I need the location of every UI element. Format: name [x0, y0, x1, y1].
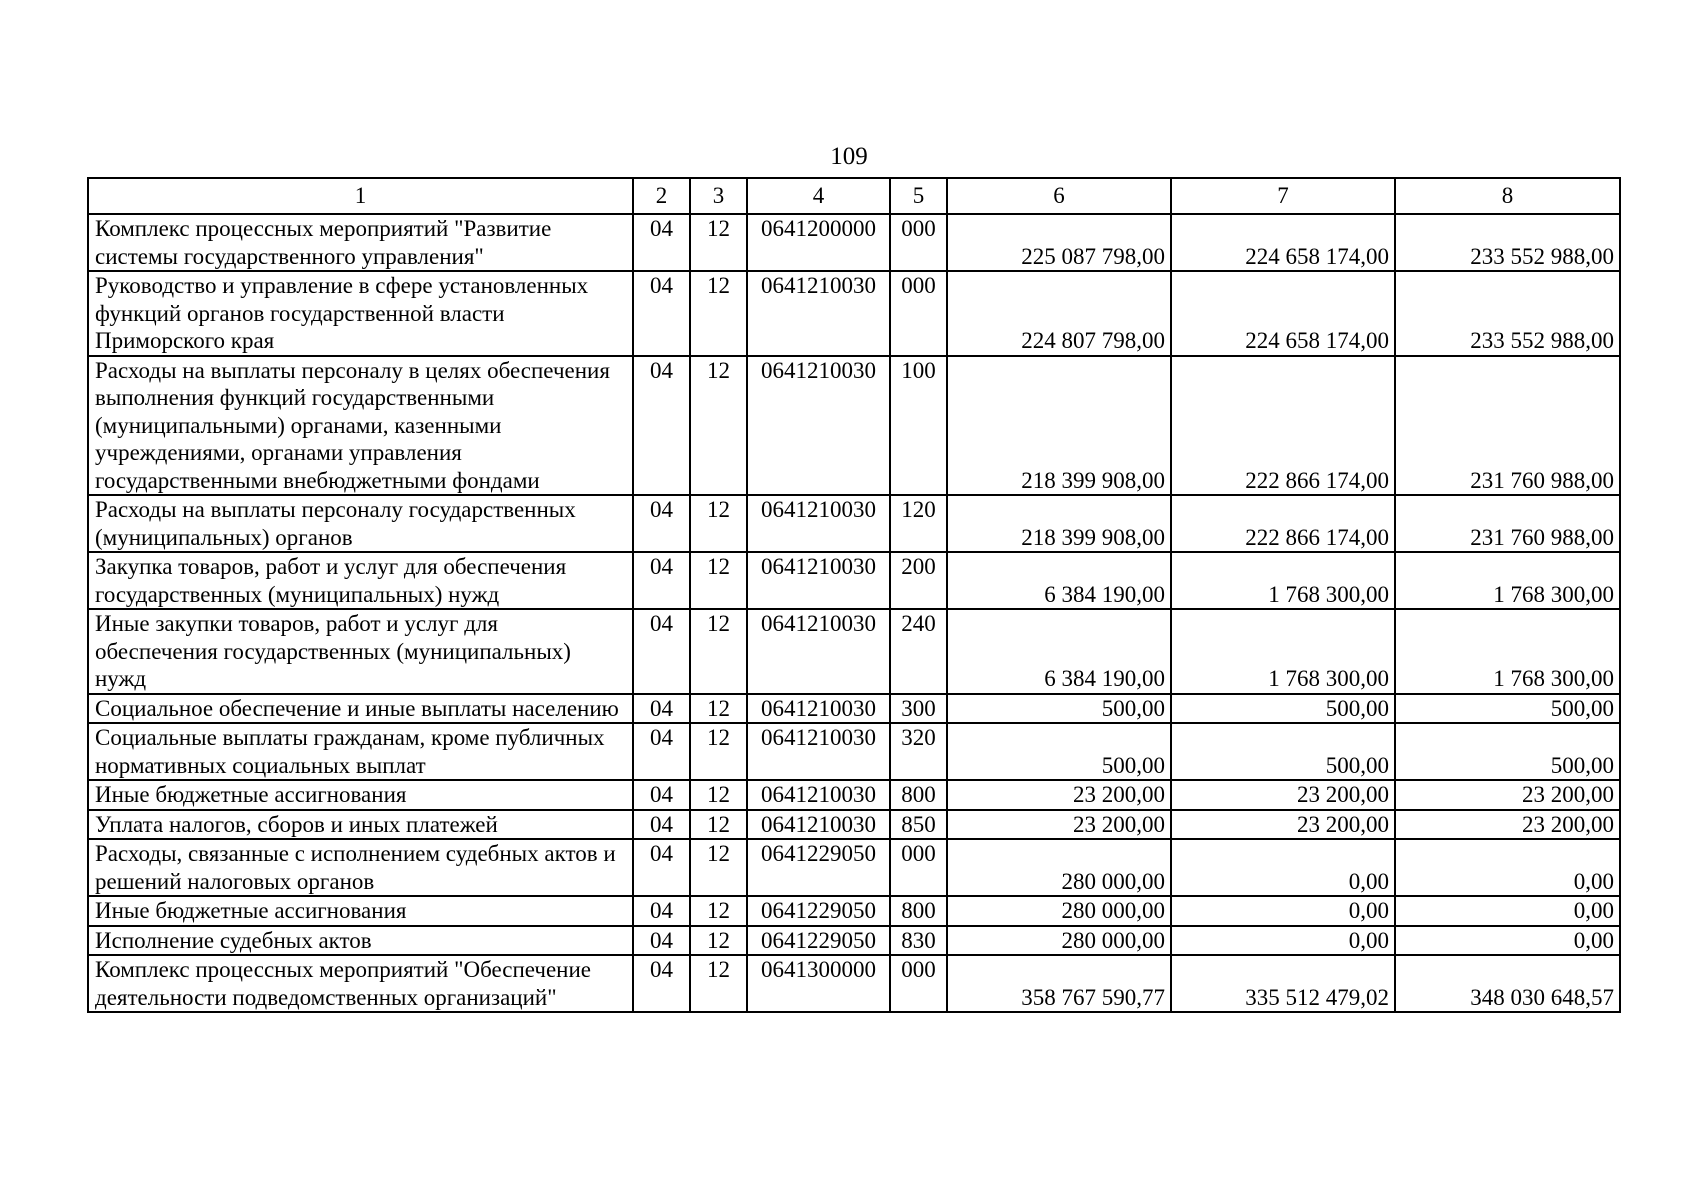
item-name-cell: Расходы на выплаты персоналу государственных (муниципальных) органов — [88, 495, 633, 552]
item-name-cell: Руководство и управление в сфере установленных функций органов государственной власти Приморского края — [88, 271, 633, 356]
amount-col8-cell: 500,00 — [1395, 694, 1620, 724]
amount-col7-cell: 335 512 479,02 — [1171, 955, 1395, 1012]
amount-col7-cell: 224 658 174,00 — [1171, 271, 1395, 356]
amount-col7-cell: 23 200,00 — [1171, 780, 1395, 810]
target-article-cell: 0641210030 — [747, 552, 890, 609]
expense-type-cell: 800 — [890, 896, 947, 926]
section-code-cell: 04 — [633, 495, 690, 552]
amount-col7-cell: 1 768 300,00 — [1171, 609, 1395, 694]
section-code-cell: 04 — [633, 810, 690, 840]
expense-type-cell: 120 — [890, 495, 947, 552]
header-cell-2: 2 — [633, 178, 690, 214]
section-code-cell: 04 — [633, 723, 690, 780]
header-cell-8: 8 — [1395, 178, 1620, 214]
item-name-cell: Уплата налогов, сборов и иных платежей — [88, 810, 633, 840]
target-article-cell: 0641210030 — [747, 694, 890, 724]
amount-col6-cell: 358 767 590,77 — [947, 955, 1171, 1012]
amount-col8-cell: 23 200,00 — [1395, 810, 1620, 840]
subsection-code-cell: 12 — [690, 609, 747, 694]
item-name-cell: Исполнение судебных актов — [88, 926, 633, 956]
header-cell-7: 7 — [1171, 178, 1395, 214]
expense-type-cell: 830 — [890, 926, 947, 956]
amount-col6-cell: 500,00 — [947, 694, 1171, 724]
amount-col6-cell: 280 000,00 — [947, 896, 1171, 926]
header-cell-6: 6 — [947, 178, 1171, 214]
header-cell-3: 3 — [690, 178, 747, 214]
section-code-cell: 04 — [633, 214, 690, 271]
subsection-code-cell: 12 — [690, 552, 747, 609]
amount-col7-cell: 0,00 — [1171, 896, 1395, 926]
target-article-cell: 0641210030 — [747, 609, 890, 694]
table-body — [88, 178, 1620, 1012]
target-article-cell: 0641210030 — [747, 356, 890, 496]
expense-type-cell: 320 — [890, 723, 947, 780]
target-article-cell: 0641229050 — [747, 839, 890, 896]
target-article-cell: 0641210030 — [747, 495, 890, 552]
item-name-cell: Социальное обеспечение и иные выплаты населению — [88, 694, 633, 724]
amount-col7-cell: 0,00 — [1171, 926, 1395, 956]
table-row — [88, 214, 1620, 271]
expense-type-cell: 800 — [890, 780, 947, 810]
amount-col6-cell: 225 087 798,00 — [947, 214, 1171, 271]
amount-col6-cell: 280 000,00 — [947, 926, 1171, 956]
amount-col8-cell: 231 760 988,00 — [1395, 495, 1620, 552]
section-code-cell: 04 — [633, 780, 690, 810]
target-article-cell: 0641229050 — [747, 926, 890, 956]
section-code-cell: 04 — [633, 926, 690, 956]
target-article-cell: 0641210030 — [747, 271, 890, 356]
amount-col6-cell: 224 807 798,00 — [947, 271, 1171, 356]
subsection-code-cell: 12 — [690, 780, 747, 810]
table-row — [88, 810, 1620, 840]
amount-col8-cell: 0,00 — [1395, 896, 1620, 926]
table-row — [88, 356, 1620, 496]
header-cell-4: 4 — [747, 178, 890, 214]
subsection-code-cell: 12 — [690, 214, 747, 271]
amount-col6-cell: 23 200,00 — [947, 810, 1171, 840]
item-name-cell: Иные закупки товаров, работ и услуг для обеспечения государственных (муниципальных) нужд — [88, 609, 633, 694]
item-name-cell: Комплекс процессных мероприятий "Обеспечение деятельности подведомственных организаций" — [88, 955, 633, 1012]
subsection-code-cell: 12 — [690, 356, 747, 496]
amount-col8-cell: 0,00 — [1395, 926, 1620, 956]
subsection-code-cell: 12 — [690, 926, 747, 956]
header-cell-5: 5 — [890, 178, 947, 214]
amount-col8-cell: 1 768 300,00 — [1395, 552, 1620, 609]
amount-col6-cell: 6 384 190,00 — [947, 609, 1171, 694]
expense-type-cell: 240 — [890, 609, 947, 694]
amount-col8-cell: 0,00 — [1395, 839, 1620, 896]
target-article-cell: 0641300000 — [747, 955, 890, 1012]
expense-type-cell: 000 — [890, 214, 947, 271]
item-name-cell: Иные бюджетные ассигнования — [88, 896, 633, 926]
subsection-code-cell: 12 — [690, 495, 747, 552]
amount-col8-cell: 500,00 — [1395, 723, 1620, 780]
expense-type-cell: 300 — [890, 694, 947, 724]
amount-col8-cell: 233 552 988,00 — [1395, 214, 1620, 271]
target-article-cell: 0641200000 — [747, 214, 890, 271]
section-code-cell: 04 — [633, 356, 690, 496]
amount-col6-cell: 23 200,00 — [947, 780, 1171, 810]
table-row — [88, 552, 1620, 609]
subsection-code-cell: 12 — [690, 271, 747, 356]
expense-type-cell: 200 — [890, 552, 947, 609]
header-row — [88, 178, 1620, 214]
table-row — [88, 839, 1620, 896]
item-name-cell: Закупка товаров, работ и услуг для обеспечения государственных (муниципальных) нужд — [88, 552, 633, 609]
target-article-cell: 0641210030 — [747, 723, 890, 780]
amount-col7-cell: 500,00 — [1171, 723, 1395, 780]
table-row — [88, 723, 1620, 780]
section-code-cell: 04 — [633, 839, 690, 896]
amount-col7-cell: 222 866 174,00 — [1171, 356, 1395, 496]
section-code-cell: 04 — [633, 896, 690, 926]
expense-type-cell: 850 — [890, 810, 947, 840]
amount-col8-cell: 348 030 648,57 — [1395, 955, 1620, 1012]
subsection-code-cell: 12 — [690, 723, 747, 780]
amount-col6-cell: 218 399 908,00 — [947, 495, 1171, 552]
table-row — [88, 780, 1620, 810]
amount-col7-cell: 222 866 174,00 — [1171, 495, 1395, 552]
table-row — [88, 694, 1620, 724]
amount-col7-cell: 224 658 174,00 — [1171, 214, 1395, 271]
amount-col8-cell: 1 768 300,00 — [1395, 609, 1620, 694]
item-name-cell: Иные бюджетные ассигнования — [88, 780, 633, 810]
subsection-code-cell: 12 — [690, 896, 747, 926]
section-code-cell: 04 — [633, 694, 690, 724]
amount-col8-cell: 233 552 988,00 — [1395, 271, 1620, 356]
amount-col8-cell: 231 760 988,00 — [1395, 356, 1620, 496]
item-name-cell: Комплекс процессных мероприятий "Развитие системы государственного управления" — [88, 214, 633, 271]
table-row — [88, 495, 1620, 552]
item-name-cell: Расходы на выплаты персоналу в целях обеспечения выполнения функций государственными (муниципальными) органами, казенными учреждениями, органами управления государственными внебюджетными фондами — [88, 356, 633, 496]
table-row — [88, 896, 1620, 926]
amount-col6-cell: 6 384 190,00 — [947, 552, 1171, 609]
amount-col7-cell: 1 768 300,00 — [1171, 552, 1395, 609]
expense-type-cell: 000 — [890, 839, 947, 896]
expense-type-cell: 100 — [890, 356, 947, 496]
table-row — [88, 926, 1620, 956]
target-article-cell: 0641210030 — [747, 780, 890, 810]
section-code-cell: 04 — [633, 271, 690, 356]
budget-table — [87, 177, 1621, 1013]
header-cell-1: 1 — [88, 178, 633, 214]
section-code-cell: 04 — [633, 552, 690, 609]
table-row — [88, 609, 1620, 694]
table-row — [88, 271, 1620, 356]
amount-col6-cell: 218 399 908,00 — [947, 356, 1171, 496]
item-name-cell: Социальные выплаты гражданам, кроме публичных нормативных социальных выплат — [88, 723, 633, 780]
target-article-cell: 0641229050 — [747, 896, 890, 926]
subsection-code-cell: 12 — [690, 694, 747, 724]
item-name-cell: Расходы, связанные с исполнением судебных актов и решений налоговых органов — [88, 839, 633, 896]
amount-col6-cell: 280 000,00 — [947, 839, 1171, 896]
amount-col7-cell: 500,00 — [1171, 694, 1395, 724]
subsection-code-cell: 12 — [690, 955, 747, 1012]
expense-type-cell: 000 — [890, 271, 947, 356]
subsection-code-cell: 12 — [690, 810, 747, 840]
amount-col8-cell: 23 200,00 — [1395, 780, 1620, 810]
expense-type-cell: 000 — [890, 955, 947, 1012]
page-number: 109 — [830, 143, 868, 170]
amount-col7-cell: 23 200,00 — [1171, 810, 1395, 840]
subsection-code-cell: 12 — [690, 839, 747, 896]
section-code-cell: 04 — [633, 609, 690, 694]
section-code-cell: 04 — [633, 955, 690, 1012]
target-article-cell: 0641210030 — [747, 810, 890, 840]
amount-col6-cell: 500,00 — [947, 723, 1171, 780]
table-row — [88, 955, 1620, 1012]
amount-col7-cell: 0,00 — [1171, 839, 1395, 896]
